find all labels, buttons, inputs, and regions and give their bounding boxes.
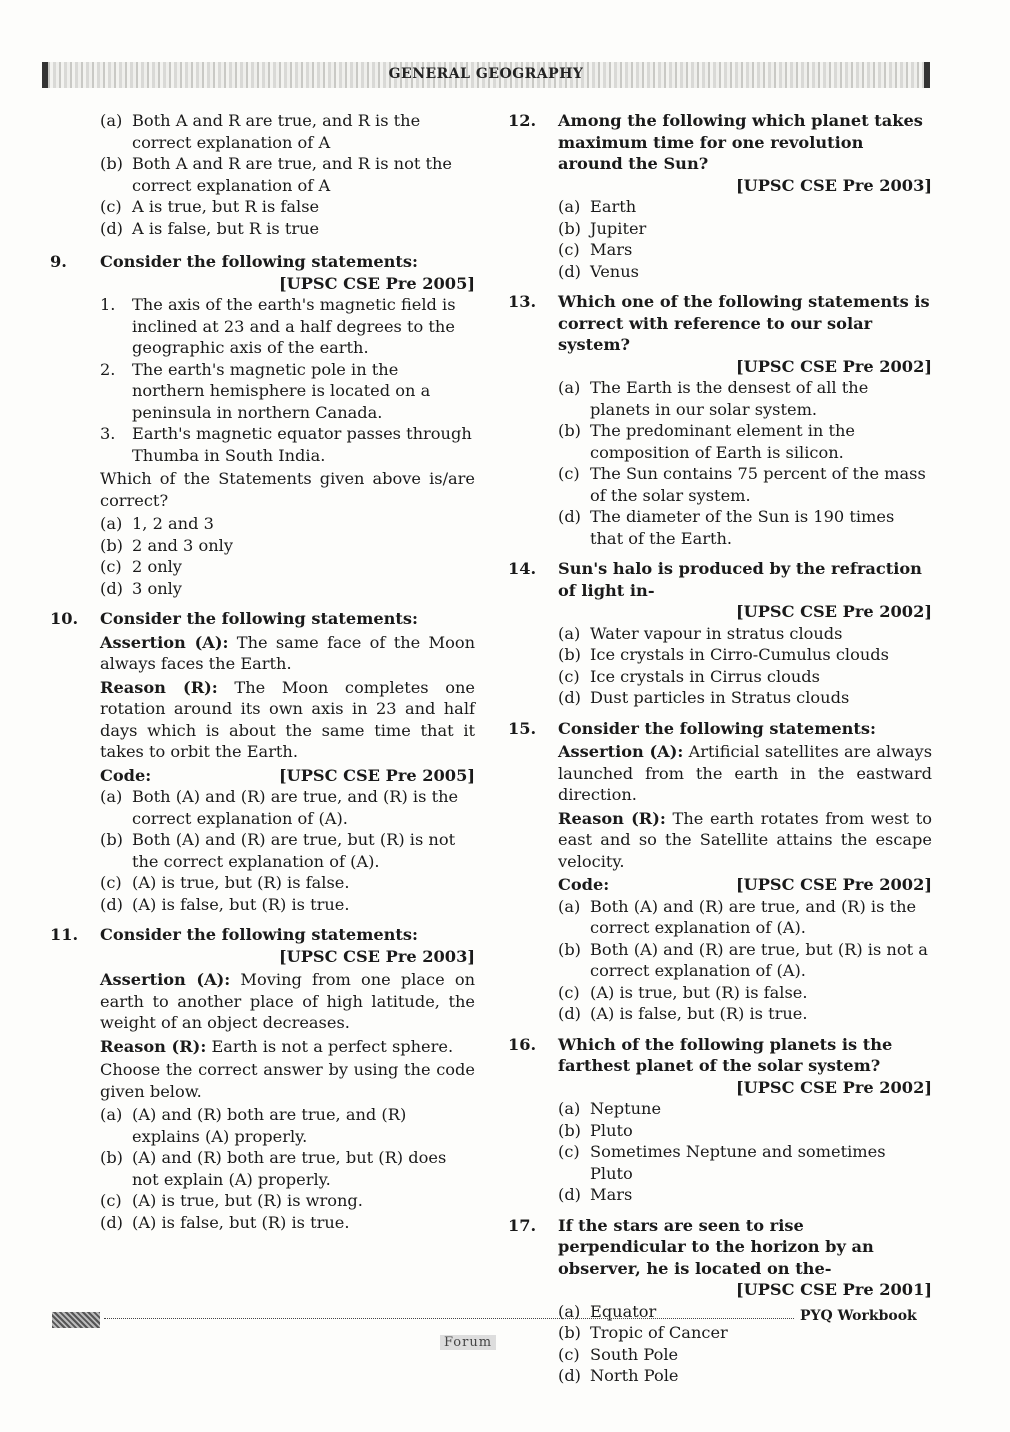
question-stem: Consider the following statements: bbox=[100, 925, 418, 944]
assertion: Assertion (A): The same face of the Moon always faces the Earth. bbox=[100, 632, 476, 673]
reason: Reason (R): The earth rotates from west to east and so the Satellite attains the escape velocity. bbox=[558, 808, 932, 871]
footer-divider bbox=[104, 1318, 794, 1319]
header-right-bar bbox=[924, 62, 930, 88]
option: (a) Neptune bbox=[558, 1099, 662, 1118]
option: (d) Dust particles in Stratus clouds bbox=[558, 688, 850, 707]
option: (a) Water vapour in stratus clouds bbox=[558, 623, 843, 643]
question-stem: Consider the following statements: bbox=[558, 718, 876, 738]
section-header-band bbox=[42, 62, 930, 88]
question-13 bbox=[508, 291, 932, 549]
assertion: Assertion (A): Moving from one place on earth to another place of high latitude, the weight of an object decreases. bbox=[100, 970, 475, 1032]
question-14 bbox=[508, 558, 932, 709]
option: (c) Sometimes Neptune and sometimes Pluto bbox=[558, 1142, 886, 1183]
exam-source: [UPSC CSE Pre 2002] bbox=[735, 356, 932, 376]
option: (d) North Pole bbox=[558, 1366, 679, 1385]
exam-source: [UPSC CSE Pre 2003] bbox=[735, 175, 932, 195]
question-8-continued bbox=[50, 110, 475, 239]
question-11 bbox=[50, 924, 475, 1233]
footer-workbook-label: PYQ Workbook bbox=[800, 1308, 917, 1324]
option: (d) (A) is false, but (R) is true. bbox=[100, 894, 350, 914]
question-number: 9. bbox=[50, 252, 67, 271]
code-row: Code: [UPSC CSE Pre 2005] bbox=[100, 765, 475, 785]
code-row: Code: [UPSC CSE Pre 2002] bbox=[558, 875, 932, 894]
option: (a) (A) and (R) both are true, and (R) explains (A) properly. bbox=[100, 1105, 407, 1146]
option: (b) Jupiter bbox=[558, 218, 647, 238]
question-9 bbox=[50, 251, 475, 599]
question-number: 13. bbox=[508, 292, 537, 311]
option: (b) The predominant element in the composition of Earth is silicon. bbox=[558, 421, 856, 462]
option: (a) 1, 2 and 3 bbox=[100, 514, 214, 533]
option: (d) 3 only bbox=[100, 578, 182, 598]
option: (d) The diameter of the Sun is 190 times that of the Earth. bbox=[558, 507, 895, 548]
question-number: 11. bbox=[50, 925, 79, 944]
question-stem: Among the following which planet takes maximum time for one revolution around the Sun? bbox=[558, 111, 923, 173]
question-stem: Sun's halo is produced by the refraction of light in- bbox=[558, 559, 922, 600]
exam-source: [UPSC CSE Pre 2002] bbox=[735, 602, 932, 621]
reason: Reason (R): Earth is not a perfect sphere. bbox=[100, 1036, 454, 1056]
option: (c) 2 only bbox=[100, 557, 182, 576]
option: (d) (A) is false, but (R) is true. bbox=[558, 1004, 808, 1023]
exam-source: [UPSC CSE Pre 2005] bbox=[278, 273, 475, 293]
option-text: Both A and R are true, and R is the correct explanation of A bbox=[132, 111, 421, 152]
statement: 1. The axis of the earth's magnetic field is inclined at 23 and a half degrees to the geographic axis of the earth. bbox=[100, 295, 456, 357]
question-number: 17. bbox=[508, 1215, 537, 1235]
option: (b) Both (A) and (R) are true, but (R) is not the correct explanation of (A). bbox=[100, 830, 456, 871]
footer-page-block bbox=[52, 1312, 100, 1328]
question-number: 14. bbox=[508, 559, 537, 578]
option: (b) Ice crystals in Cirro-Cumulus clouds bbox=[558, 645, 889, 664]
question-prompt: Which of the Statements given above is/are correct? bbox=[100, 469, 475, 510]
option: (c) South Pole bbox=[558, 1344, 679, 1364]
option-text: A is false, but R is true bbox=[132, 218, 320, 238]
option: (a) Both (A) and (R) are true, and (R) is the correct explanation of (A). bbox=[558, 896, 917, 937]
right-column bbox=[508, 110, 932, 1396]
question-16 bbox=[508, 1034, 932, 1206]
option: (b) Tropic of Cancer bbox=[558, 1323, 728, 1342]
option-text: Both A and R are true, and R is not the correct explanation of A bbox=[132, 154, 453, 195]
option: (d) Venus bbox=[558, 261, 639, 281]
question-15 bbox=[508, 718, 932, 1025]
option: (d) A is false, but R is true bbox=[100, 218, 320, 238]
option: (c) A is true, but R is false bbox=[100, 197, 320, 216]
question-17 bbox=[508, 1215, 932, 1387]
question-10 bbox=[50, 608, 475, 915]
option: (b) Pluto bbox=[558, 1120, 633, 1140]
exam-source: [UPSC CSE Pre 2002] bbox=[735, 875, 932, 894]
statement: 2. The earth's magnetic pole in the northern hemisphere is located on a peninsula in northern Canada. bbox=[100, 359, 431, 422]
option: (b) Both (A) and (R) are true, but (R) is not a correct explanation of (A). bbox=[558, 939, 928, 980]
option: (a) Both A and R are true, and R is the correct explanation of A bbox=[100, 111, 421, 152]
option: (c) (A) is true, but (R) is false. bbox=[100, 873, 350, 892]
question-stem: Which of the following planets is the farthest planet of the solar system? bbox=[558, 1034, 893, 1075]
exam-source: [UPSC CSE Pre 2001] bbox=[735, 1280, 932, 1299]
option: (c) Ice crystals in Cirrus clouds bbox=[558, 666, 820, 686]
question-number: 12. bbox=[508, 111, 537, 130]
option: (d) (A) is false, but (R) is true. bbox=[100, 1212, 350, 1232]
option: (a) The Earth is the densest of all the planets in our solar system. bbox=[558, 378, 869, 419]
option: (c) (A) is true, but (R) is false. bbox=[558, 982, 808, 1002]
option: (a) Both (A) and (R) are true, and (R) is the correct explanation of (A). bbox=[100, 787, 459, 828]
assertion: Assertion (A): Artificial satellites are always launched from the earth in the eastward direction. bbox=[558, 742, 932, 804]
header-left-bar bbox=[42, 62, 48, 88]
exam-source: [UPSC CSE Pre 2005] bbox=[278, 765, 475, 785]
option: (b) 2 and 3 only bbox=[100, 535, 233, 555]
option: (c) The Sun contains 75 percent of the mass of the solar system. bbox=[558, 464, 926, 505]
question-stem: Consider the following statements: bbox=[100, 252, 418, 271]
reason: Reason (R): The Moon completes one rotation around its own axis in 23 and half days which is about the same time that it takes to orbit the Earth. bbox=[100, 677, 475, 761]
option: (b) Both A and R are true, and R is not the correct explanation of A bbox=[100, 154, 453, 195]
option-text: A is true, but R is false bbox=[132, 197, 320, 216]
section-title: GENERAL GEOGRAPHY bbox=[388, 66, 584, 82]
footer-logo: Forum bbox=[440, 1335, 496, 1350]
exam-source: [UPSC CSE Pre 2003] bbox=[278, 946, 475, 966]
left-column bbox=[50, 110, 475, 1242]
question-stem: Which one of the following statements is correct with reference to our solar system? bbox=[558, 292, 930, 354]
question-stem: If the stars are seen to rise perpendicular to the horizon by an observer, he is located on the- bbox=[558, 1215, 874, 1278]
question-number: 10. bbox=[50, 609, 79, 628]
question-12 bbox=[508, 110, 932, 282]
instruction: Choose the correct answer by using the code given below. bbox=[100, 1060, 475, 1101]
option: (c) (A) is true, but (R) is wrong. bbox=[100, 1191, 363, 1210]
option: (a) Earth bbox=[558, 197, 637, 216]
option: (a) Equator bbox=[558, 1301, 657, 1321]
statement: 3. Earth's magnetic equator passes through Thumba in South India. bbox=[100, 424, 472, 465]
question-stem: Consider the following statements: bbox=[100, 609, 418, 628]
question-number: 15. bbox=[508, 718, 537, 738]
exam-source: [UPSC CSE Pre 2002] bbox=[735, 1077, 932, 1097]
option: (d) Mars bbox=[558, 1185, 633, 1204]
option: (b) (A) and (R) both are true, but (R) does not explain (A) properly. bbox=[100, 1148, 447, 1189]
option: (c) Mars bbox=[558, 240, 633, 259]
question-number: 16. bbox=[508, 1034, 537, 1054]
